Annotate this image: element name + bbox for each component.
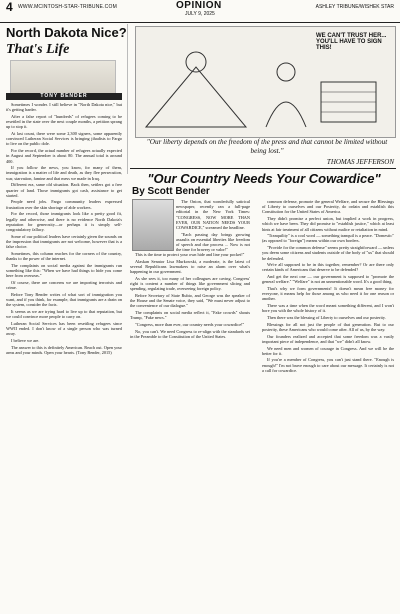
article-b-paragraph: "Congress, more than ever, our country needs your cowardice!" (135, 321, 245, 327)
article-b-paragraph: As she sees it, too many of her colleagues are caving. Congress' right is content a number of things like government slicing and spending, regulating trade, overseeing foreign policy. (130, 275, 250, 292)
column-paragraph: For the record, the actual number of refugees actually expected in August and September is about 80. The annual total is around 400. (6, 148, 122, 164)
column-divider (127, 24, 128, 174)
article-c-paragraph: "Provide for the common defense" seems pretty straightforward — unless you deem some citizens and students outside of the body of "us" that should be defended. (262, 245, 395, 261)
article-c-paragraph: And get the next one — our government is supposed to "promote the general welfare." "Welfare" is not an unmentionable word. It's a good thing. (262, 274, 394, 285)
editorial-cartoon (135, 26, 396, 138)
site-url[interactable]: WWW.MCINTOSH-STAR-TRIBUNE.COM (18, 4, 117, 10)
column-paragraph: I believe we are. (11, 337, 40, 343)
column-paragraph: Different era, same old situation. Back then, settlers got a free quarter of land. Those immigrants got cash, assistance to get started. (6, 182, 122, 198)
article-body-col-c (262, 199, 394, 375)
column-paragraph: The answer to this is definitely American. Reach out. Open your arms and your minds. Open your hearts. (Tony Bender, 2015) (6, 344, 122, 355)
column-paragraph: Lutheran Social Services has been resettling refugees since WWII ended. I don't know of a single person who was turned away. (6, 320, 122, 337)
article-b-paragraph: Alaskan Senator Lisa Murkowski, a moderate, is the latest of several Republicans lawmakers to raise an alarm over what's happening in our government. (130, 258, 250, 275)
pull-quote-attribution: THOMAS JEFFERSON (326, 158, 394, 166)
article-c-paragraph: "Tranquility" is a cool word — something tranquil is a peace. "Domestic" (as opposed to "foreign") means within our own borders. (262, 233, 394, 244)
issue-date: JULY 9, 2025 (185, 11, 215, 17)
column-paragraph: The complaints on social media against the immigrants run something like this: "When we have had things to hide you come here from overseas." (6, 262, 122, 279)
article-b-paragraph: Before Secretary of State Rubio, and George was the speaker of the House and the Senate voice, they said, "We must never adjust to the convenience of our dialogue." (130, 292, 250, 309)
article-b-paragraph: The complaints on social media reflect it, "Fake crowds" shouts Trump, "Fake news." (130, 310, 250, 321)
section-divider (130, 168, 396, 169)
column-paragraph: Before Tony Bender writes of what sort of immigration you want, and if you think, for example, that immigrants are a drain on the system, consider the facts. (6, 291, 122, 308)
column-paragraph: After a false report of "hundreds" of refugees coming to be resettled in the state over the next couple months, a petition sprang up to stop it. (6, 113, 122, 130)
article-c-paragraph: There was a time when the word meant something different, and I won't bore you with the whole history of it. (262, 303, 394, 314)
columnist-byline: TONY BENDER (6, 93, 122, 100)
article-body-col-b (130, 252, 250, 341)
section-title: OPINION (176, 0, 222, 11)
article-c-paragraph: Then there was the blessing of Liberty to ourselves and our posterity. (267, 315, 386, 321)
article-a-paragraph: "Each passing day brings growing assaults on essential liberties like freedom of speech and due process ... Now is not the time for bravery or valor!" (176, 231, 250, 253)
article-b-paragraph: No, you can't. We need Congress to re-align with the standards set in the Preamble to the Constitution of the United States. (130, 328, 250, 339)
column-body (6, 102, 122, 356)
article-headline: "Our Country Needs Your Cowardice" (147, 171, 381, 186)
article-a-paragraph: The Onion, that wonderfully satirical newspaper, recently ran a full-page editorial in the New York Times: "CONGRESS, NOW MORE THAN EVER, OUR NATION NEEDS YOUR COWARDICE," screamed the headline. (176, 199, 250, 231)
column-headline: North Dakota Nice? (6, 25, 127, 40)
article-c-paragraph: Our founders realized and accepted that some freedom was a vastly important piece of independence, and that "we" didn't all know. (262, 333, 394, 344)
pull-quote: "Our liberty depends on the freedom of the press and that cannot be limited without being lost." (146, 138, 388, 155)
column-paragraph: Sometimes, this column reaches for the corners of the country, thanks to the power of the internet. (6, 250, 122, 261)
column-paragraph: Some of our political leaders have certainly given the sounds on the impression that immigrants are not welcome, however that is a false choice. (6, 233, 122, 250)
column-paragraph: It seems as we are trying hard to live up to that reputation, but we could convince more people to carry on. (6, 308, 122, 320)
article-c-paragraph: We need men and women of courage in Congress. And we will be the better for it. (262, 345, 394, 356)
column-paragraph: Sometimes I wonder. I still believe in "North Dakota nice," but it's getting harder. (6, 102, 122, 113)
article-c-paragraph: We're all supposed to be in this together, remember? Or are there only certain kinds of Americans that deserve to be defended? (262, 262, 394, 273)
columnist-portrait (10, 60, 116, 94)
column-paragraph: At last count, there were some 2,300 signers, some apparently convinced Lutheran Social Services is bringing jihadists to Fargo to live on the public dole. (6, 131, 122, 147)
column-paragraph: If you follow the news, you know, for many of them, immigration is a matter of life and death, as they flee persecution, war, starvation, famine and that mess we made in Iraq. (6, 165, 122, 181)
article-c-paragraph: Blessings for all not just the people of that generation. But to our posterity, these Americans who would come after. All of us, by the way. (262, 321, 394, 332)
article-c-paragraph: That's why we form governments! It doesn't mean free money for everyone, it means help for those among us who need it for one reason or another. (262, 286, 394, 302)
article-body-col-a (176, 199, 250, 254)
article-c-paragraph: They didn't promise a perfect union, but implied a work in progress, which we have been. They did promise to "establish justice," which at least hints at fair treatment of all citizens without malice or retaliation in mind. (262, 216, 394, 232)
column-paragraph: People need jobs. Fargo community leaders expressed frustration over the skin shortage of able workers. (6, 199, 122, 210)
article-b-paragraph: This is the time to protect your own hide and line your pocket!" (135, 252, 245, 257)
cartoon-caption: WE CAN'T TRUST HER... YOU'LL HAVE TO SIGN THIS! (316, 33, 387, 51)
author-photo (132, 199, 174, 251)
article-c-paragraph: If you're a member of Congress, you can't just stand there. "Enough is enough!" I'm not brave enough to care about our message. It certainly is not a call for cowardice. (262, 357, 394, 373)
page-number: 4 (6, 0, 13, 14)
paper-name: ASHLEY TRIBUNE/WISHEK STAR (315, 4, 394, 10)
column-paragraph: Of course, there are concerns we are importing terrorists and crime. (6, 279, 122, 290)
article-author: By Scott Bender (132, 186, 210, 197)
column-series-logo: That's Life (6, 42, 70, 57)
column-paragraph: For the record, those immigrants look like a pretty good fit, legally and otherwise, and there is no evidence North Dakota's reputation for generosity—or perhaps it is simply self-congratulatory fallacy. (6, 211, 122, 232)
article-c-paragraph: common defense, promote the general Welfare, and secure the Blessings of Liberty to ourselves and our Posterity, do ordain and establish this Constitution for the United States of America. (262, 199, 394, 215)
